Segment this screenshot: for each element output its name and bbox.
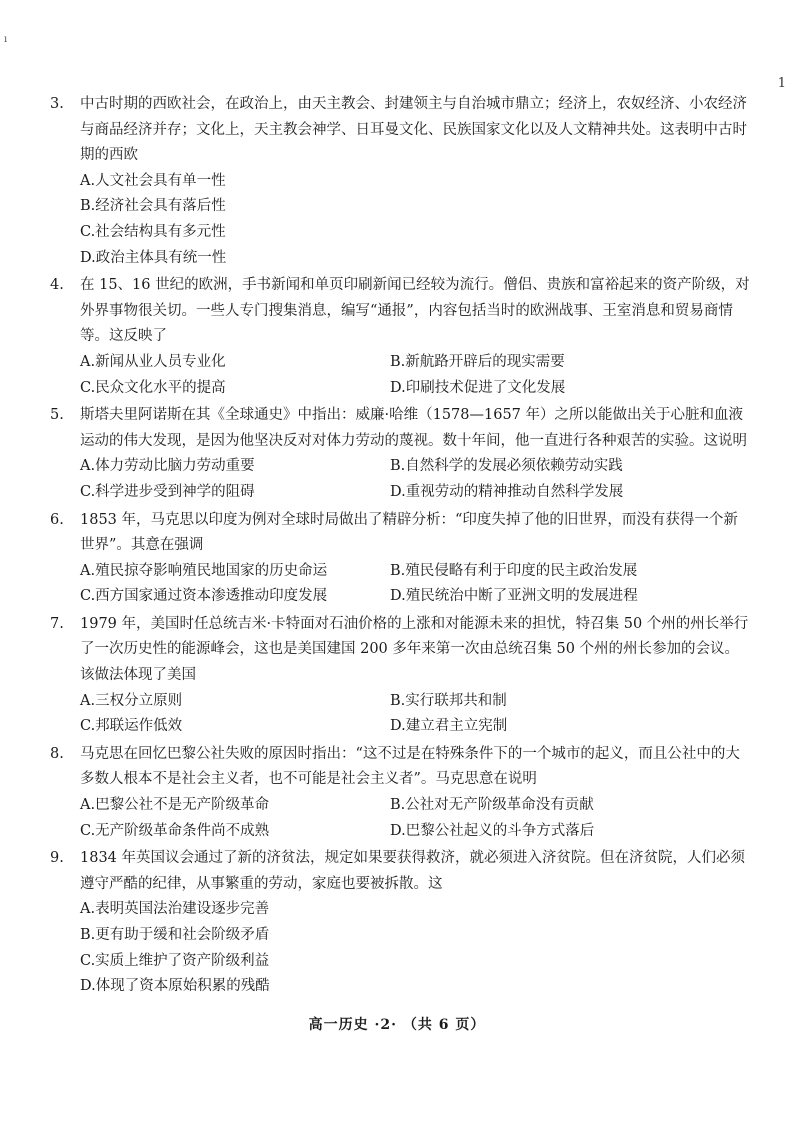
option-b: B.实行联邦共和制: [390, 692, 507, 709]
option-b: B.更有助于缓和社会阶级矛盾: [80, 927, 270, 943]
question-text: 1853 年，马克思以印度为例对全球时局做出了精辟分析：“印度失掉了他的旧世界，而没有获得一个新世界”。其意在强调: [80, 511, 738, 554]
question-number: 4.: [50, 277, 64, 294]
question-number: 9.: [50, 850, 64, 867]
question-number: 5.: [50, 407, 64, 424]
option-c: C.西方国家通过资本渗透推动印度发展: [80, 588, 328, 605]
question-9: [50, 846, 750, 1000]
question-7: [50, 612, 750, 740]
options-list: [50, 350, 750, 401]
question-8: [50, 742, 750, 844]
right-margin-mark: 1: [777, 76, 786, 91]
question-stem: [50, 508, 750, 559]
option-b: B.经济社会具有落后性: [80, 198, 226, 215]
option-d: D.重视劳动的精神推动自然科学发展: [390, 483, 624, 500]
question-4: [50, 273, 750, 401]
question-list: [50, 92, 750, 1002]
option-b: B.公社对无产阶级革命没有贡献: [390, 797, 594, 814]
option-a: A.新闻从业人员专业化: [80, 353, 226, 370]
options-list: [50, 793, 750, 844]
option-b: B.新航路开辟后的现实需要: [390, 353, 565, 370]
question-number: 8.: [50, 745, 64, 762]
question-number: 3.: [50, 96, 64, 112]
question-stem: [50, 612, 750, 689]
question-text: 在 15、16 世纪的欧洲，手书新闻和单页印刷新闻已经较为流行。僧侣、贵族和富裕起来的资产阶级，对外界事物很关切。一些人专门搜集消息，编写“通报”，内容包括当时的欧洲战事、王室消息和贸易商情等。这反映了: [80, 277, 750, 345]
question-text: 马克思在回忆巴黎公社失败的原因时指出：“这不过是在特殊条件下的一个城市的起义，而且公社中的大多数人根本不是社会主义者，也不可能是社会主义者”。马克思意在说明: [80, 745, 740, 788]
option-a: A.巴黎公社不是无产阶级革命: [80, 797, 270, 814]
option-d: D.印刷技术促进了文化发展: [390, 379, 566, 396]
option-d: D.殖民统治中断了亚洲文明的发展进程: [390, 588, 638, 605]
question-5: [50, 403, 750, 505]
option-a: A.表明英国法治建设逐步完善: [80, 901, 270, 918]
question-stem: [50, 273, 750, 350]
option-c: C.邦联运作低效: [80, 718, 183, 735]
options-list: [50, 689, 750, 740]
question-number: 6.: [50, 511, 64, 528]
question-stem: [50, 92, 750, 169]
question-number: 7.: [50, 615, 64, 632]
option-d: D.建立君主立宪制: [390, 718, 508, 735]
page-footer: 高一历史 ·2· （共 6 页）: [308, 1017, 486, 1033]
option-c: C.科学进步受到神学的阻碍: [80, 483, 255, 500]
option-d: D.体现了资本原始积累的残酷: [80, 978, 270, 995]
option-c: C.民众文化水平的提高: [80, 379, 226, 396]
options-list: [50, 559, 750, 610]
option-d: D.政治主体具有统一性: [80, 249, 227, 266]
option-b: B.殖民侵略有利于印度的民主政治发展: [390, 562, 638, 579]
question-3: [50, 92, 750, 271]
options-list: [50, 169, 750, 271]
question-text: 斯塔夫里阿诺斯在其《全球通史》中指出：威廉·哈维（1578—1657 年）之所以能做出关于心脏和血液运动的伟大发现，是因为他坚决反对对体力劳动的蔑视。数十年间，他一直进行各种艰苦的实验。这说明: [80, 407, 747, 449]
question-text: 1834 年英国议会通过了新的济贫法，规定如果要获得救济，就必须进入济贫院。但在济贫院，人们必须遵守严酷的纪律，从事繁重的劳动，家庭也要被拆散。这: [80, 850, 746, 892]
options-list: [50, 454, 750, 505]
left-margin-mark: ı: [4, 34, 8, 45]
option-a: A.殖民掠夺影响殖民地国家的历史命运: [80, 562, 328, 579]
option-a: A.三权分立原则: [80, 692, 183, 709]
question-text: 中古时期的西欧社会，在政治上，由天主教会、封建领主与自治城市鼎立；经济上，农奴经济、小农经济与商品经济并存；文化上，天主教会神学、日耳曼文化、民族国家文化以及人文精神共处。这表明中古时期的西欧: [80, 96, 747, 164]
option-a: A.体力劳动比脑力劳动重要: [80, 458, 255, 475]
question-stem: [50, 403, 750, 454]
option-c: C.无产阶级革命条件尚不成熟: [80, 822, 270, 839]
option-b: B.自然科学的发展必须依赖劳动实践: [390, 458, 623, 475]
question-stem: [50, 742, 750, 793]
option-c: C.实质上维护了资产阶级利益: [80, 952, 270, 969]
option-c: C.社会结构具有多元性: [80, 223, 226, 240]
option-d: D.巴黎公社起义的斗争方式落后: [390, 822, 595, 839]
question-stem: [50, 846, 750, 897]
question-text: 1979 年，美国时任总统吉米·卡特面对石油价格的上涨和对能源未来的担忧，特召集 50 个州的州长举行了一次历史性的能源峰会，这也是美国建国 200 多年来第一次由总统召集 50 个州的州长参加的会议。该做法体现了美国: [80, 615, 749, 684]
options-list: [50, 897, 750, 999]
question-6: [50, 508, 750, 610]
option-a: A.人文社会具有单一性: [80, 172, 226, 189]
